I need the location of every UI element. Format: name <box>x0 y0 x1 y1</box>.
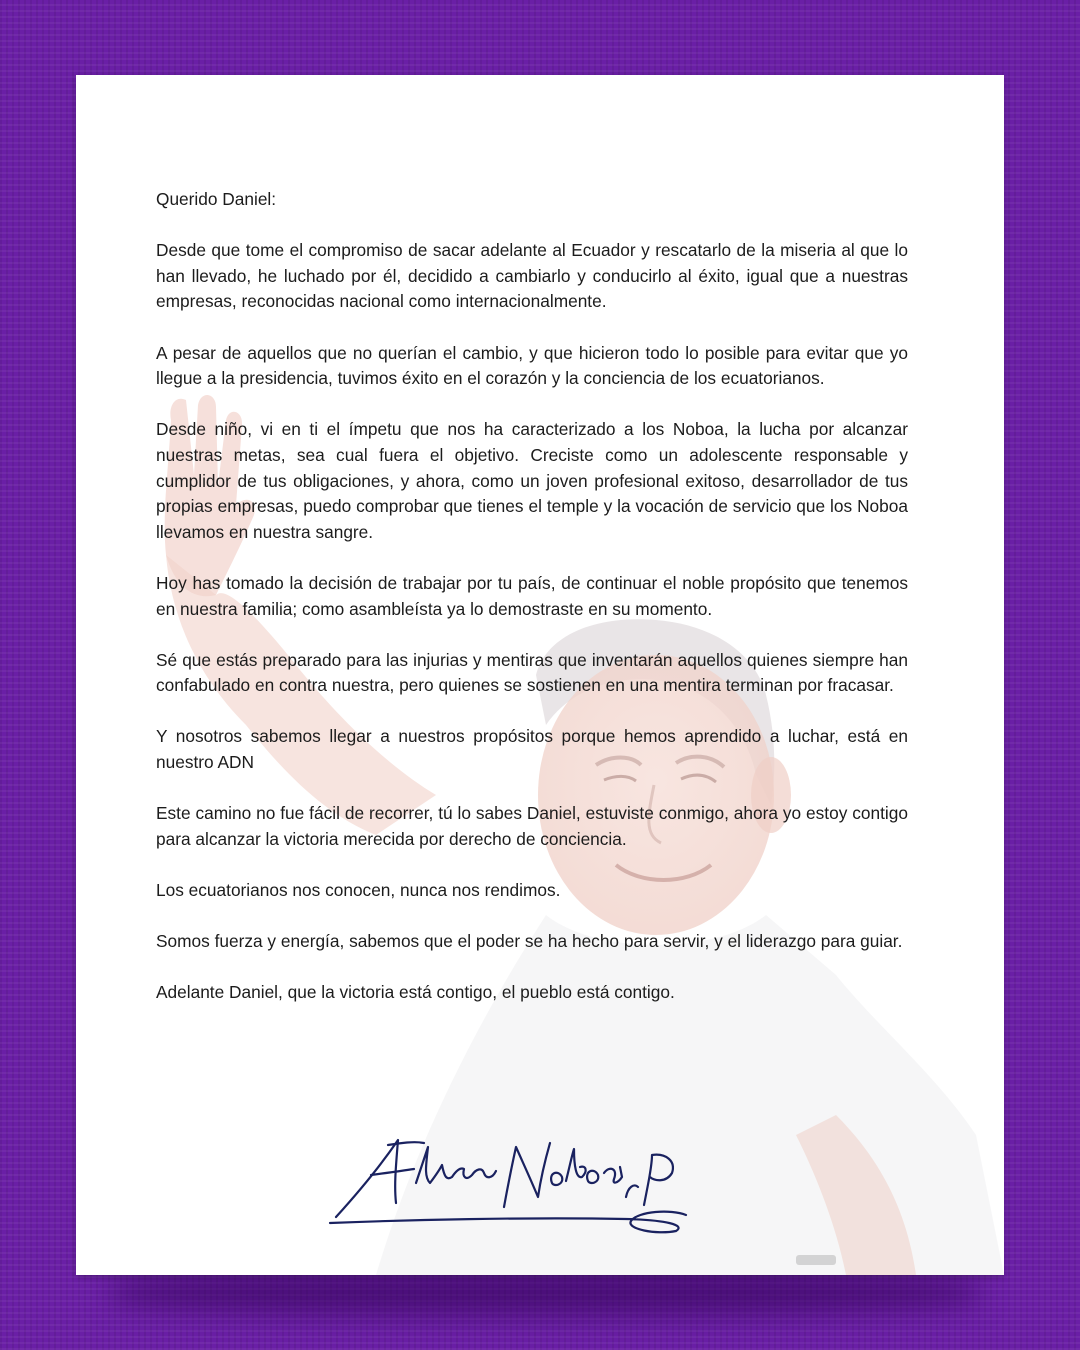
letter-paragraph: Hoy has tomado la decisión de trabajar por tu país, de continuar el noble propósito que tenemos en nuestra familia; como asambleísta ya lo demostraste en su momento. <box>156 572 908 619</box>
handwritten-signature <box>326 1125 706 1235</box>
letter-paragraph: A pesar de aquellos que no querían el cambio, y que hicieron todo lo posible para evitar que yo llegue a la presidencia, tuvimos éxito en el corazón y la conciencia de los ecuatorianos. <box>156 342 908 389</box>
paper-shadow <box>110 1270 980 1315</box>
letter-paragraph: Sé que estás preparado para las injurias y mentiras que inventarán aquellos quienes siempre han confabulado en contra nuestra, pero quienes se sostienen en una mentira terminan por fracasar. <box>156 649 908 696</box>
letter-page <box>76 75 1004 1275</box>
letter-paragraph: Adelante Daniel, que la victoria está contigo, el pueblo está contigo. <box>156 982 675 1003</box>
letter-paragraph: Y nosotros sabemos llegar a nuestros propósitos porque hemos aprendido a luchar, está en nuestro ADN <box>156 726 908 773</box>
watch <box>796 1255 836 1265</box>
letter-paragraph: Este camino no fue fácil de recorrer, tú lo sabes Daniel, estuviste conmigo, ahora yo estoy contigo para alcanzar la victoria merecida por derecho de conciencia. <box>156 803 908 849</box>
letter-greeting: Querido Daniel: <box>156 189 277 209</box>
letter-paragraph: Los ecuatorianos nos conocen, nunca nos rendimos. <box>156 880 561 901</box>
letter-paragraph: Desde que tome el compromiso de sacar adelante al Ecuador y rescatarlo de la miseria al que lo han llevado, he luchado por él, decidido a cambiarlo y conducirlo al éxito, igual que a nuestras empresas, reconocidas nacional como internacionalmente. <box>156 240 908 312</box>
letter-paragraph: Desde niño, vi en ti el ímpetu que nos ha caracterizado a los Noboa, la lucha por alcanzar nuestras metas, sea cual fuera el objetivo. Creciste como un adolescente responsable y cumplidor de tus obligaciones, y ahora, como un joven profesional exitoso, desarrollador de tus propias empresas, puedo comprobar que tienes el temple y la vocación de servicio que los Noboa llevamos en nuestra sangre. <box>156 419 908 542</box>
letter-body <box>156 187 908 1032</box>
letter-paragraph: Somos fuerza y energía, sabemos que el poder se ha hecho para servir, y el liderazgo para guiar. <box>156 931 903 952</box>
